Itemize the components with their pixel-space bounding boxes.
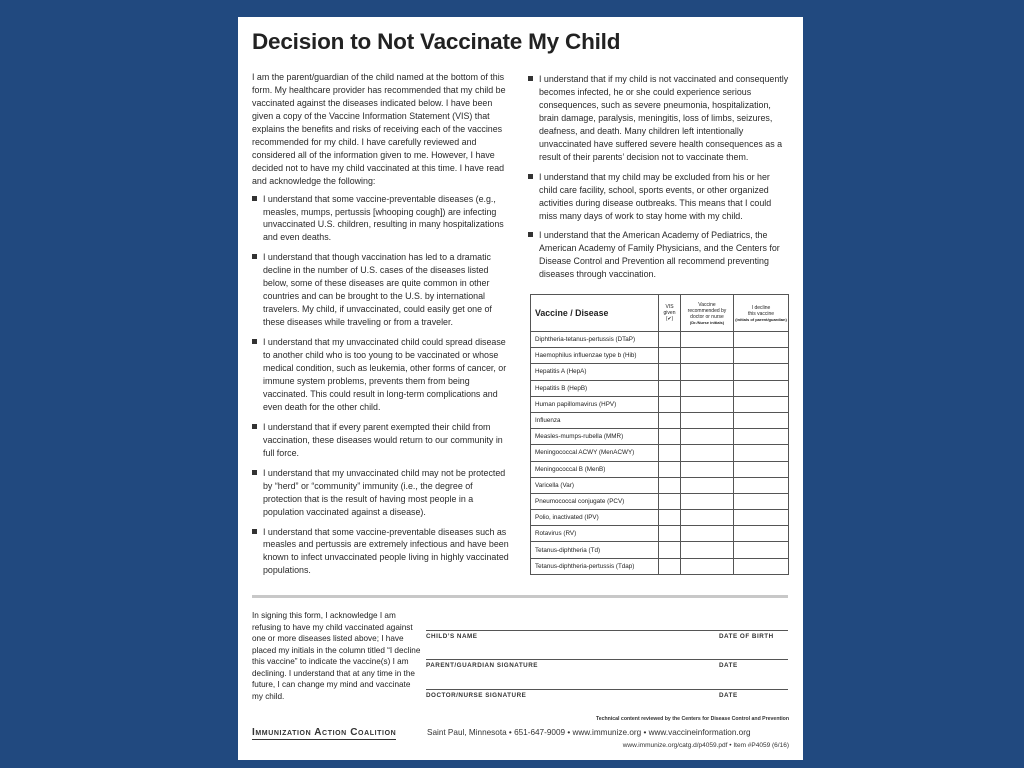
- decline-cell[interactable]: [734, 477, 789, 493]
- bullet-square-icon: [252, 339, 257, 344]
- vaccine-name: Hepatitis B (HepB): [531, 380, 659, 396]
- childs-name-line[interactable]: [426, 630, 788, 631]
- vaccine-name: Influenza: [531, 412, 659, 428]
- vis-given-cell[interactable]: [659, 477, 681, 493]
- date-of-birth-label: DATE OF BIRTH: [719, 633, 774, 640]
- decline-cell[interactable]: [734, 526, 789, 542]
- parent-date-label: DATE: [719, 662, 738, 669]
- vaccine-name: Hepatitis A (HepA): [531, 364, 659, 380]
- decline-cell[interactable]: [734, 461, 789, 477]
- left-bullet-list: [252, 193, 514, 578]
- table-row: [531, 396, 789, 412]
- table-row: [531, 445, 789, 461]
- bullet-square-icon: [252, 424, 257, 429]
- vaccine-name: Diphtheria-tetanus-pertussis (DTaP): [531, 332, 659, 348]
- right-column: [528, 73, 790, 288]
- vaccine-name: Varicella (Var): [531, 477, 659, 493]
- decline-cell[interactable]: [734, 412, 789, 428]
- recommended-cell[interactable]: [681, 510, 734, 526]
- vis-given-cell[interactable]: [659, 461, 681, 477]
- recommended-cell[interactable]: [681, 542, 734, 558]
- vaccine-name: Haemophilus influenzae type b (Hib): [531, 348, 659, 364]
- vis-given-cell[interactable]: [659, 429, 681, 445]
- vaccine-name: Human papillomavirus (HPV): [531, 396, 659, 412]
- table-row: [531, 558, 789, 574]
- header-i-decline: I decline this vaccine (initials of parent/guardian): [734, 295, 789, 332]
- header-vaccine-disease: Vaccine / Disease: [531, 295, 659, 332]
- vis-given-cell[interactable]: [659, 542, 681, 558]
- bullet-item: I understand that my child may be excluded from his or her child care facility, school, sports events, or other organized activities during disease outbreaks. This means that I could miss many days of work to stay home with my child.: [528, 171, 790, 223]
- form-page: [238, 17, 803, 760]
- recommended-cell[interactable]: [681, 412, 734, 428]
- table-row: [531, 348, 789, 364]
- bullet-item: I understand that my unvaccinated child may not be protected by “herd” or “community” immunity (i.e., the degree of protection that is the result of having most people in a population vaccinated against a disease).: [252, 467, 514, 519]
- table-row: [531, 493, 789, 509]
- bullet-square-icon: [252, 470, 257, 475]
- decline-cell[interactable]: [734, 380, 789, 396]
- bullet-item: I understand that my unvaccinated child could spread disease to another child who is too young to be vaccinated or whose medical condition, such as leukemia, other forms of cancer, or immune system problems, prevents them from being vaccinated. This could result in long-term complications and even death for the other child.: [252, 336, 514, 414]
- recommended-cell[interactable]: [681, 558, 734, 574]
- vaccine-name: Pneumococcal conjugate (PCV): [531, 493, 659, 509]
- decline-cell[interactable]: [734, 332, 789, 348]
- doctor-signature-label: DOCTOR/NURSE SIGNATURE: [426, 692, 527, 699]
- decline-cell[interactable]: [734, 364, 789, 380]
- bullet-item: I understand that some vaccine-preventable diseases (e.g., measles, mumps, pertussis [whooping cough]) are infecting unvaccinated U.S. children, resulting in many hospitalizations and even deaths.: [252, 193, 514, 245]
- bullet-square-icon: [252, 254, 257, 259]
- bullet-square-icon: [528, 174, 533, 179]
- recommended-cell[interactable]: [681, 445, 734, 461]
- vaccine-table: [530, 294, 789, 575]
- footer-item-number: www.immunize.org/catg.d/p4059.pdf • Item #P4059 (6/16): [622, 742, 789, 749]
- table-row: [531, 429, 789, 445]
- vis-given-cell[interactable]: [659, 364, 681, 380]
- table-row: [531, 412, 789, 428]
- table-header-row: [531, 295, 789, 332]
- bullet-item: I understand that though vaccination has led to a dramatic decline in the number of U.S. cases of the diseases listed below, some of these diseases are quite common in other countries and can be brought to the U.S. by international travelers. My child, if unvaccinated, could easily get one of these diseases while traveling or from a traveler.: [252, 251, 514, 329]
- signing-note: In signing this form, I acknowledge I am refusing to have my child vaccinated against one or more diseases listed above; I have placed my initials in the column titled “I decline this vaccine” to indicate the vaccine(s) I am declining. I understand that at any time in the future, I can change my mind and vaccinate my child.: [252, 611, 421, 701]
- bullet-square-icon: [252, 196, 257, 201]
- table-row: [531, 526, 789, 542]
- bullet-square-icon: [252, 529, 257, 534]
- vis-given-cell[interactable]: [659, 348, 681, 364]
- bullet-square-icon: [528, 232, 533, 237]
- vaccine-name: Polio, inactivated (IPV): [531, 510, 659, 526]
- recommended-cell[interactable]: [681, 526, 734, 542]
- page-title: Decision to Not Vaccinate My Child: [252, 29, 621, 54]
- table-row: [531, 542, 789, 558]
- recommended-cell[interactable]: [681, 380, 734, 396]
- decline-cell[interactable]: [734, 558, 789, 574]
- table-row: [531, 461, 789, 477]
- vaccine-name: Meningococcal B (MenB): [531, 461, 659, 477]
- footer-contact: Saint Paul, Minnesota • 651-647-9009 • www.immunize.org • www.vaccineinformation.org: [427, 728, 751, 737]
- vis-given-cell[interactable]: [659, 380, 681, 396]
- vis-given-cell[interactable]: [659, 332, 681, 348]
- table-row: [531, 477, 789, 493]
- parent-signature-line[interactable]: [426, 659, 788, 660]
- decline-cell[interactable]: [734, 542, 789, 558]
- organization-logo: Immunization Action Coalition: [252, 727, 397, 738]
- table-row: [531, 332, 789, 348]
- table-row: [531, 364, 789, 380]
- vaccine-name: Tetanus-diphtheria (Td): [531, 542, 659, 558]
- vaccine-name: Measles-mumps-rubella (MMR): [531, 429, 659, 445]
- parent-signature-label: PARENT/GUARDIAN SIGNATURE: [426, 662, 538, 669]
- header-recommended: Vaccine recommended by doctor or nurse (Dr./Nurse initials): [681, 295, 734, 332]
- footer-reviewed-note: Technical content reviewed by the Centers for Disease Control and Prevention: [595, 716, 789, 722]
- table-row: [531, 510, 789, 526]
- bullet-square-icon: [528, 76, 533, 81]
- vaccine-name: Meningococcal ACWY (MenACWY): [531, 445, 659, 461]
- vis-given-cell[interactable]: [659, 445, 681, 461]
- table-row: [531, 380, 789, 396]
- recommended-cell[interactable]: [681, 332, 734, 348]
- childs-name-label: CHILD’S NAME: [426, 633, 478, 640]
- decline-cell[interactable]: [734, 396, 789, 412]
- vaccine-name: Rotavirus (RV): [531, 526, 659, 542]
- recommended-cell[interactable]: [681, 477, 734, 493]
- intro-paragraph: I am the parent/guardian of the child named at the bottom of this form. My healthcare provider has recommended that my child be vaccinated against the diseases indicated below. I have been given a copy of the Vaccine Information Statement (VIS) that explains the benefits and risks of receiving each of the vaccines recommended for my child. I have carefully reviewed and considered all of the information given to me. However, I have decided not to have my child vaccinated at this time. I have read and acknowledge the following:: [252, 72, 506, 186]
- vis-given-cell[interactable]: [659, 526, 681, 542]
- recommended-cell[interactable]: [681, 364, 734, 380]
- recommended-cell[interactable]: [681, 429, 734, 445]
- bullet-item: I understand that if every parent exempted their child from vaccination, these diseases would return to our community in full force.: [252, 421, 514, 460]
- bullet-item: I understand that the American Academy of Pediatrics, the American Academy of Family Physicians, and the Centers for Disease Control and Prevention all recommend preventing diseases through vaccination.: [528, 229, 790, 281]
- bullet-item: I understand that if my child is not vaccinated and consequently becomes infected, he or she could experience serious consequences, such as severe pneumonia, hospitalization, brain damage, paralysis, meningitis, loss of limbs, seizures, deafness, and death. Many children left intentionally unvaccinated have suffered severe health consequences as a result of their parents’ decision not to vaccinate them.: [528, 73, 790, 164]
- decline-cell[interactable]: [734, 348, 789, 364]
- bullet-item: I understand that some vaccine-preventable diseases such as measles and pertussis are extremely infectious and have been known to infect unvaccinated people living in highly vaccinated populations.: [252, 526, 514, 578]
- vis-given-cell[interactable]: [659, 396, 681, 412]
- vis-given-cell[interactable]: [659, 558, 681, 574]
- decline-cell[interactable]: [734, 429, 789, 445]
- right-bullet-list: [528, 73, 790, 281]
- recommended-cell[interactable]: [681, 348, 734, 364]
- vis-given-cell[interactable]: [659, 493, 681, 509]
- left-column: [252, 71, 514, 584]
- vaccine-name: Tetanus-diphtheria-pertussis (Tdap): [531, 558, 659, 574]
- section-divider: [252, 595, 788, 598]
- recommended-cell[interactable]: [681, 461, 734, 477]
- doctor-signature-line[interactable]: [426, 689, 788, 690]
- vis-given-cell[interactable]: [659, 510, 681, 526]
- header-vis-given: VIS given (✔): [659, 295, 681, 332]
- recommended-cell[interactable]: [681, 493, 734, 509]
- recommended-cell[interactable]: [681, 396, 734, 412]
- decline-cell[interactable]: [734, 445, 789, 461]
- doctor-date-label: DATE: [719, 692, 738, 699]
- vis-given-cell[interactable]: [659, 412, 681, 428]
- decline-cell[interactable]: [734, 510, 789, 526]
- decline-cell[interactable]: [734, 493, 789, 509]
